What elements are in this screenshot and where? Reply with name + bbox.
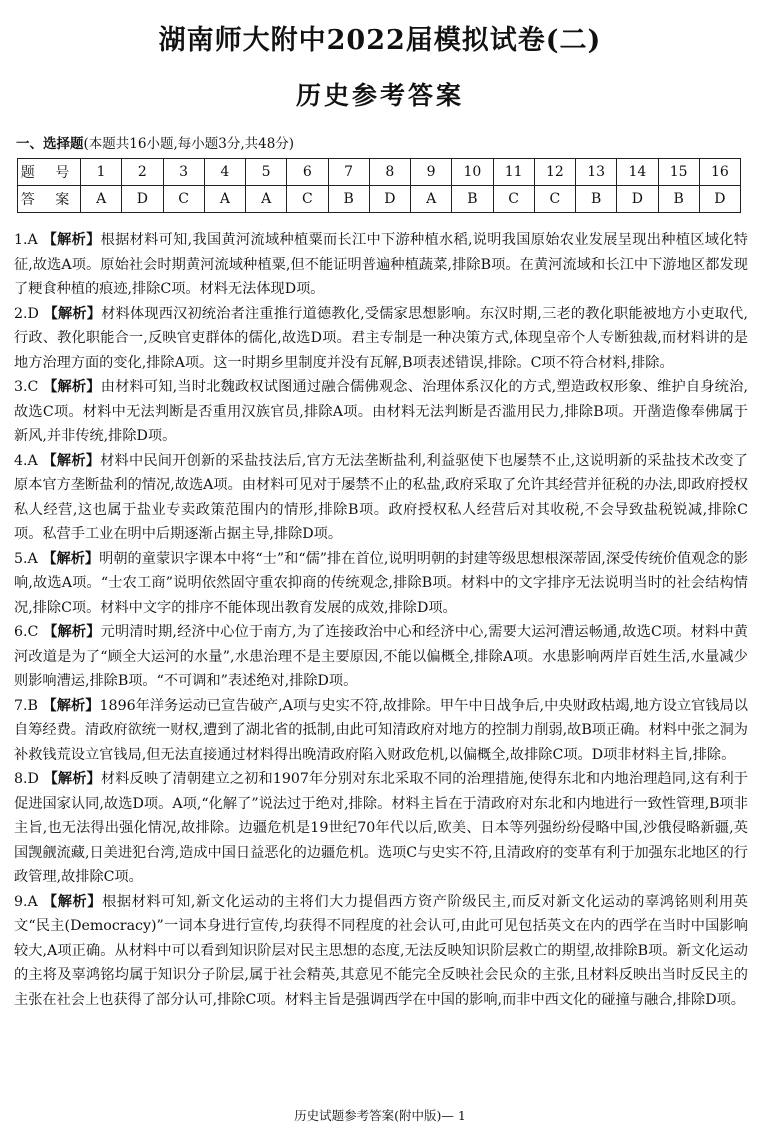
- item-number: 7.B: [14, 697, 38, 714]
- table-row-label: 答 案: [18, 186, 81, 213]
- explanation-text: 材料中民间开创新的采盐技法后,官方无法垄断盐利,利益驱使下也屡禁不止,这说明新的采盐技术改变了原本官方垄断盐利的情况,故选A项。由材料可见对于屡禁不止的私盐,政府采取了允许其经营并征税的办法,即政府授权私人经营,这也属于盐业专卖政策范围内的情形,排除B项。政府授权私人经营后对其收税,不会导致盐税锐减,排除C项。私营手工业在明中后期逐渐占据主导,排除D项。: [14, 452, 748, 542]
- explanation-item: [14, 547, 748, 621]
- explanation-text: 材料体现西汉初统治者注重推行道德教化,受儒家思想影响。东汉时期,三老的教化职能被地方小吏取代,行政、教化职能合一,反映官吏群体的儒化,故选D项。君主专制是一种决策方式,体现皇帝个人专断独裁,而材料讲的是地方治理方面的变化,排除A项。这一时期乡里制度并没有瓦解,B项表述错误,排除。C项不符合材料,排除。: [14, 305, 748, 371]
- explanation-list: [14, 228, 748, 1012]
- explanation-text: 材料反映了清朝建立之初和1907年分别对东北采取不同的治理措施,使得东北和内地治理趋同,这有利于促进国家认同,故选D项。A项,“化解了”说法过于绝对,排除。材料主旨在于清政府对东北和内地进行一致性管理,B项非主旨,也无法得出强化情况,故排除。边疆危机是19世纪70年代以后,欧美、日本等列强纷纷侵略中国,沙俄侵略新疆,英国觊觎流藏,日美进犯台湾,造成中国日益恶化的边疆危机。选项C与史实不符,且清政府的变革有利于加强东北地区的行政管理,故排除C项。: [14, 771, 748, 885]
- question-number: 11: [493, 159, 534, 186]
- question-number: 3: [163, 159, 204, 186]
- question-number: 8: [369, 159, 410, 186]
- answer-cell: A: [81, 186, 122, 213]
- explanation-item: [14, 228, 748, 302]
- analysis-tag: 【解析】: [43, 379, 101, 395]
- explanation-text: 元明清时期,经济中心位于南方,为了连接政治中心和经济中心,需要大运河漕运畅通,故选C项。材料中黄河改道是为了“顾全大运河的水量”,水患治理不是主要原因,不能以偏概全,排除A项。水患影响两岸百姓生活,水量减少则影响漕运,排除B项。“不可调和”表述绝对,排除D项。: [14, 624, 748, 689]
- question-number: 5: [246, 159, 287, 186]
- answer-cell: C: [163, 186, 204, 213]
- item-number: 5.A: [14, 550, 38, 567]
- explanation-text: 由材料可知,当时北魏政权试图通过融合儒佛观念、治理体系汉化的方式,塑造政权形象、维护自身统治,故选C项。材料中无法判断是否重用汉族官员,排除A项。由材料无法判断是否滥用民力,排除B项。开凿造像奉佛属于新风,并非传统,排除D项。: [14, 379, 748, 444]
- analysis-tag: 【解析】: [42, 697, 100, 714]
- item-number: 3.C: [14, 379, 39, 395]
- analysis-tag: 【解析】: [42, 893, 103, 910]
- answer-table-answer-row: [18, 186, 741, 213]
- item-number: 2.D: [14, 305, 39, 322]
- explanation-item: [14, 620, 748, 694]
- exam-title: 湖南师大附中2022届模拟试卷(二): [158, 25, 602, 56]
- explanation-item: [14, 694, 748, 768]
- analysis-tag: 【解析】: [43, 771, 101, 787]
- analysis-tag: 【解析】: [43, 624, 101, 640]
- answer-cell: B: [452, 186, 493, 213]
- answer-cell: D: [699, 186, 740, 213]
- answer-cell: B: [658, 186, 699, 213]
- item-number: 1.A: [14, 232, 38, 248]
- explanation-item: [14, 375, 748, 449]
- answer-cell: C: [493, 186, 534, 213]
- question-number: 10: [452, 159, 493, 186]
- page-footer: 历史试题参考答案(附中版)— 1: [294, 1108, 466, 1123]
- answer-cell: C: [287, 186, 328, 213]
- item-number: 4.A: [14, 452, 38, 469]
- item-number: 9.A: [14, 893, 38, 910]
- answer-cell: D: [369, 186, 410, 213]
- answer-cell: D: [617, 186, 658, 213]
- question-number: 2: [122, 159, 163, 186]
- explanation-text: 根据材料可知,我国黄河流域种植粟而长江中下游种植水稻,说明我国原始农业发展呈现出种植区域化特征,故选A项。原始社会时期黄河流域种植粟,但不能证明普遍种植蔬菜,排除B项。在黄河流域和长江中下游地区都发现了粳食种植的痕迹,排除C项。材料无法体现D项。: [14, 232, 748, 297]
- question-number: 15: [658, 159, 699, 186]
- question-number: 16: [699, 159, 740, 186]
- answer-cell: A: [411, 186, 452, 213]
- question-number: 4: [204, 159, 245, 186]
- explanation-item: [14, 449, 748, 547]
- question-number: 9: [411, 159, 452, 186]
- answer-cell: B: [328, 186, 369, 213]
- section-note: (本题共16小题,每小题3分,共48分): [83, 136, 295, 152]
- analysis-tag: 【解析】: [42, 452, 101, 469]
- explanation-item: [14, 302, 748, 376]
- explanation-item: [14, 890, 748, 1013]
- answer-cell: C: [534, 186, 575, 213]
- answer-table-number-row: [18, 159, 741, 186]
- section-heading: [16, 132, 294, 152]
- analysis-tag: 【解析】: [42, 232, 101, 248]
- answer-cell: A: [204, 186, 245, 213]
- question-number: 6: [287, 159, 328, 186]
- item-number: 8.D: [14, 771, 39, 787]
- explanation-text: 1896年洋务运动已宣告破产,A项与史实不符,故排除。甲午中日战争后,中央财政枯竭,地方设立官钱局以自筹经费。清政府欲统一财权,遭到了湖北省的抵制,由此可知清政府对地方的控制力削弱,故B项正确。材料中张之洞为补救钱荒设立官钱局,但无法直接通过材料得出晚清政府陷入财政危机,以偏概全,故排除C项。D项非材料主旨,排除。: [14, 697, 748, 763]
- question-number: 7: [328, 159, 369, 186]
- section-label: 一、选择题: [16, 136, 84, 152]
- answer-title: 历史参考答案: [295, 81, 464, 110]
- answer-table: [17, 158, 741, 213]
- analysis-tag: 【解析】: [43, 305, 102, 322]
- question-number: 12: [534, 159, 575, 186]
- question-number: 13: [576, 159, 617, 186]
- answer-cell: A: [246, 186, 287, 213]
- item-number: 6.C: [14, 624, 39, 640]
- explanation-text: 根据材料可知,新文化运动的主将们大力提倡西方资产阶级民主,而反对新文化运动的辜鸿铭则利用英文“民主(Democracy)”一词本身进行宣传,均获得不同程度的社会认可,由此可见包括英文在内的西学在当时中国影响较大,A项正确。从材料中可以看到知识阶层对民主思想的态度,无法反映知识阶层救亡的期望,故排除B项。新文化运动的主将及辜鸿铭均属于知识分子阶层,属于社会精英,其意见不能完全反映社会民众的主张,且材料反映出当时反民主的主张在社会上也获得了部分认可,排除C项。材料主旨是强调西学在中国的影响,而非中西文化的碰撞与融合,排除D项。: [14, 893, 748, 1008]
- answer-cell: B: [576, 186, 617, 213]
- question-number: 1: [81, 159, 122, 186]
- explanation-item: [14, 767, 748, 890]
- analysis-tag: 【解析】: [42, 550, 100, 567]
- question-number: 14: [617, 159, 658, 186]
- answer-cell: D: [122, 186, 163, 213]
- explanation-text: 明朝的童蒙识字课本中将“士”和“儒”排在首位,说明明朝的封建等级思想根深蒂固,深受传统价值观念的影响,故选A项。“士农工商”说明依然固守重农抑商的传统观念,排除B项。材料中的文字排序无法说明当时的社会结构情况,排除C项。材料中文字的排序不能体现出教育发展的成效,排除D项。: [14, 550, 748, 616]
- table-row-label: 题 号: [18, 159, 81, 186]
